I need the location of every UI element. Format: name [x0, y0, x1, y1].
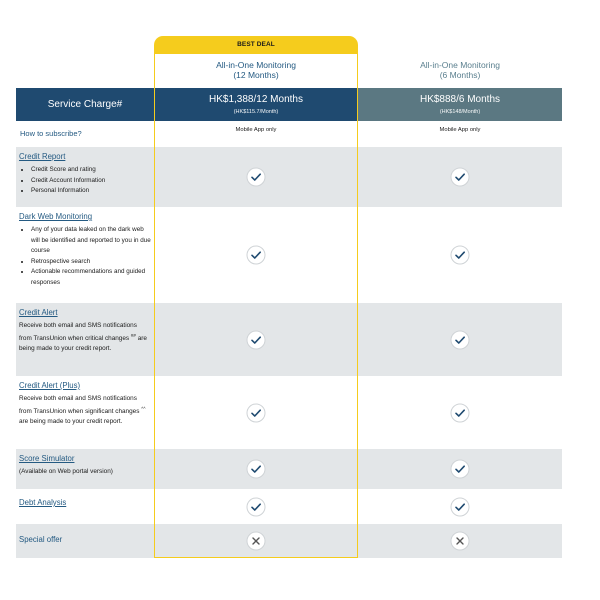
credit-report-link[interactable]: Credit Report — [19, 152, 66, 161]
feature-row-special-offer — [16, 524, 562, 558]
plan-name: All-in-One Monitoring — [420, 60, 500, 70]
check-circle-icon — [450, 459, 470, 479]
check-circle-icon — [246, 403, 266, 423]
best-deal-badge: BEST DEAL — [154, 36, 358, 54]
check-circle-icon — [246, 167, 266, 187]
subscribe-value: Mobile App only — [439, 127, 481, 133]
plan-duration: (6 Months) — [439, 70, 481, 80]
score-simulator-link[interactable]: Score Simulator — [19, 454, 75, 463]
special-offer-label: Special offer — [19, 535, 63, 544]
plan-header-12-months — [154, 60, 358, 80]
subscribe-value: Mobile App only — [235, 127, 277, 133]
list-item: • Personal Information — [31, 186, 154, 197]
plan-header-6-months — [358, 60, 562, 80]
check-circle-icon — [450, 167, 470, 187]
list-item: • Actionable recommendations and guided responses — [31, 267, 154, 288]
check-circle-icon — [246, 497, 266, 517]
dark-web-monitoring-link[interactable]: Dark Web Monitoring — [19, 212, 93, 221]
credit-alert-link[interactable]: Credit Alert — [19, 308, 58, 317]
cross-circle-icon — [450, 531, 470, 551]
price-6-months — [358, 88, 562, 121]
cross-circle-icon — [246, 531, 266, 551]
subscribe-label: How to subscribe? — [20, 129, 82, 138]
debt-analysis-link[interactable]: Debt Analysis — [19, 498, 67, 507]
check-circle-icon — [450, 245, 470, 265]
check-circle-icon — [450, 497, 470, 517]
credit-alert-plus-link[interactable]: Credit Alert (Plus) — [19, 381, 81, 390]
check-circle-icon — [450, 330, 470, 350]
price-total: HK$888/6 Months — [419, 94, 501, 105]
feature-description: (Available on Web portal version) — [19, 468, 113, 475]
service-charge-row — [16, 88, 562, 121]
check-circle-icon — [450, 403, 470, 423]
subscribe-row — [16, 121, 562, 147]
list-item: • Any of your data leaked on the dark web will be identified and reported to you in due course — [31, 225, 154, 257]
list-item: • Credit Account Information — [31, 176, 154, 187]
plan-name: All-in-One Monitoring — [216, 60, 296, 70]
feature-description: Receive both email and SMS notifications from TransUnion when critical changes ## are being made to your credit report. — [19, 322, 147, 353]
plan-duration: (12 Months) — [233, 70, 279, 80]
check-circle-icon — [246, 330, 266, 350]
feature-row-credit-report — [16, 147, 562, 207]
price-12-months — [154, 88, 358, 121]
check-circle-icon — [246, 245, 266, 265]
feature-row-score-simulator — [16, 449, 562, 489]
feature-description: Receive both email and SMS notifications from TransUnion when significant changes ^^ are being made to your credit report. — [19, 395, 146, 426]
price-total: HK$1,388/12 Months — [209, 94, 303, 105]
list-item: • Credit Score and rating — [31, 165, 154, 176]
feature-row-debt-analysis — [16, 489, 562, 524]
list-item: • Retrospective search — [31, 257, 154, 268]
feature-row-credit-alert-plus — [16, 376, 562, 449]
check-circle-icon — [246, 459, 266, 479]
price-monthly: (HK$115.7/Month) — [233, 109, 279, 115]
feature-row-credit-alert — [16, 303, 562, 376]
price-monthly: (HK$148/Month) — [439, 109, 481, 115]
service-charge-label: Service Charge# — [16, 88, 154, 121]
feature-row-dark-web-monitoring — [16, 207, 562, 303]
